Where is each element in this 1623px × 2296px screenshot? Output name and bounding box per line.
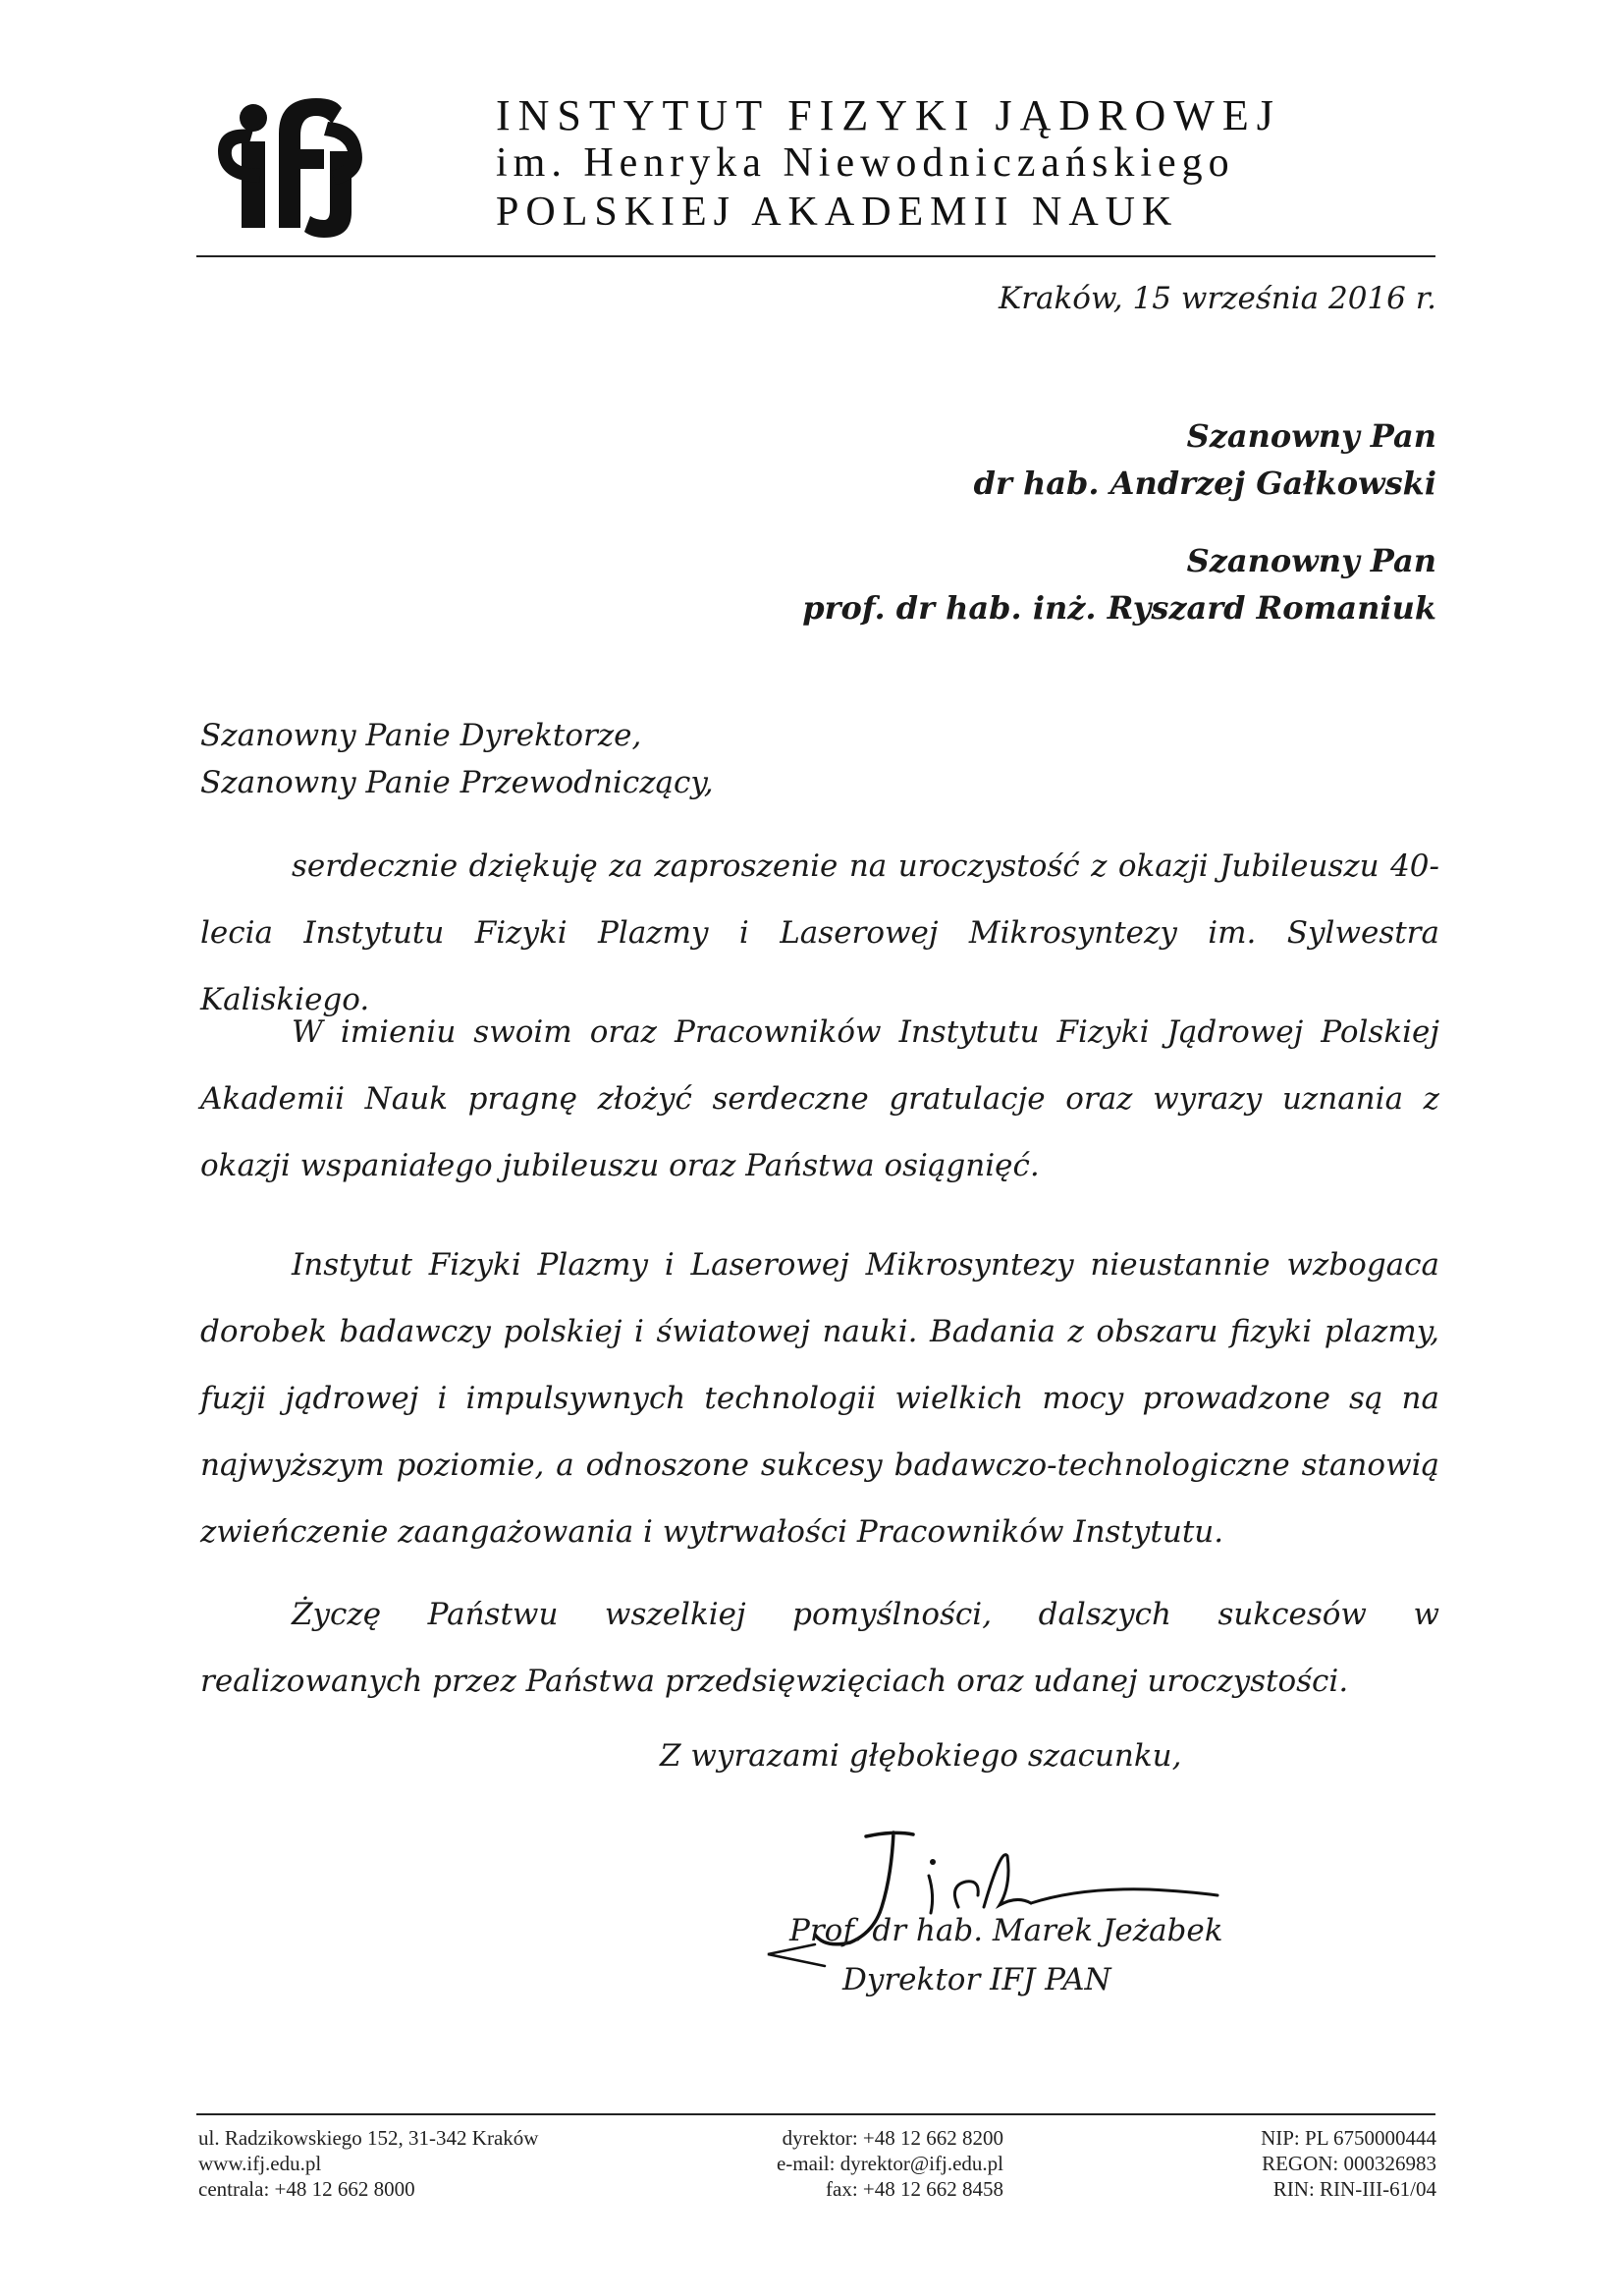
footer-address: ul. Radzikowskiego 152, 31-342 Kraków — [198, 2126, 539, 2150]
signer-role: Dyrektor IFJ PAN — [842, 1962, 1111, 1997]
addressee-block-2 — [802, 542, 1436, 627]
footer-nip: NIP: PL 6750000444 — [1261, 2126, 1436, 2150]
footer-director-phone: dyrektor: +48 12 662 8200 — [782, 2126, 1003, 2150]
closing-formula: Z wyrazami głębokiego szacunku, — [660, 1738, 1182, 1774]
addressee-block-1 — [974, 417, 1436, 502]
footer-contact-middle — [746, 2125, 1003, 2202]
addressee-salutation: Szanowny Pan — [1186, 417, 1436, 455]
body-paragraph-2: W imieniu swoim oraz Pracowników Instytutu Fizyki Jądrowej Polskiej Akademii Nauk pragnę złożyć serdeczne gratulacje oraz wyrazy uznania z okazji wspaniałego jubileuszu oraz Państwa osiągnięć. — [200, 1014, 1439, 1183]
footer-central-phone: centrala: +48 12 662 8000 — [198, 2177, 415, 2201]
greeting-line-2: Szanowny Panie Przewodniczący, — [200, 765, 714, 800]
addressee-salutation: Szanowny Pan — [1186, 542, 1436, 579]
body-paragraph-4: Życzę Państwu wszelkiej pomyślności, dalszych sukcesów w realizowanych przez Państwa przedsięwzięciach oraz udanej uroczystości. — [200, 1597, 1439, 1699]
header-divider — [196, 255, 1435, 257]
greeting — [200, 712, 714, 806]
institute-name-line1: INSTYTUT FIZYKI JĄDROWEJ — [496, 91, 1281, 139]
letter-date: Kraków, 15 września 2016 r. — [999, 281, 1436, 316]
footer-registration — [1261, 2125, 1436, 2202]
greeting-line-1: Szanowny Panie Dyrektorze, — [200, 718, 642, 753]
body-paragraph-3: Instytut Fizyki Plazmy i Laserowej Mikrosyntezy nieustannie wzbogaca dorobek badawczy polskiej i światowej nauki. Badania z obszaru fizyki plazmy, fuzji jądrowej i impulsywnych technologii wielkich mocy prowadzone są na najwyższym poziomie, a odnoszone sukcesy badawczo-technologiczne stanowią zwieńczenie zaangażowania i wytrwałości Pracowników Instytutu. — [200, 1247, 1439, 1550]
footer-regon: REGON: 000326983 — [1262, 2152, 1436, 2175]
addressee-name: dr hab. Andrzej Gałkowski — [973, 465, 1436, 502]
footer-divider — [196, 2113, 1435, 2115]
footer-email-link[interactable]: e-mail: dyrektor@ifj.edu.pl — [776, 2152, 1003, 2175]
institute-name-line2: im. Henryka Niewodniczańskiego — [496, 140, 1235, 186]
body-paragraph-1: serdecznie dziękuję za zaproszenie na uroczystość z okazji Jubileuszu 40-lecia Instytutu Fizyki Plazmy i Laserowej Mikrosyntezy im. Sylwestra Kaliskiego. — [200, 848, 1439, 1017]
footer-rin: RIN: RIN-III-61/04 — [1272, 2177, 1436, 2201]
ifj-logo — [214, 90, 371, 238]
footer-fax: fax: +48 12 662 8458 — [826, 2177, 1003, 2201]
institute-name-line3: POLSKIEJ AKADEMII NAUK — [496, 190, 1179, 235]
footer-contact-left — [198, 2125, 538, 2202]
footer-website-link[interactable]: www.ifj.edu.pl — [198, 2152, 322, 2175]
addressee-name: prof. dr hab. inż. Ryszard Romaniuk — [802, 589, 1436, 627]
signer-name: Prof. dr hab. Marek Jeżabek — [789, 1913, 1223, 1948]
